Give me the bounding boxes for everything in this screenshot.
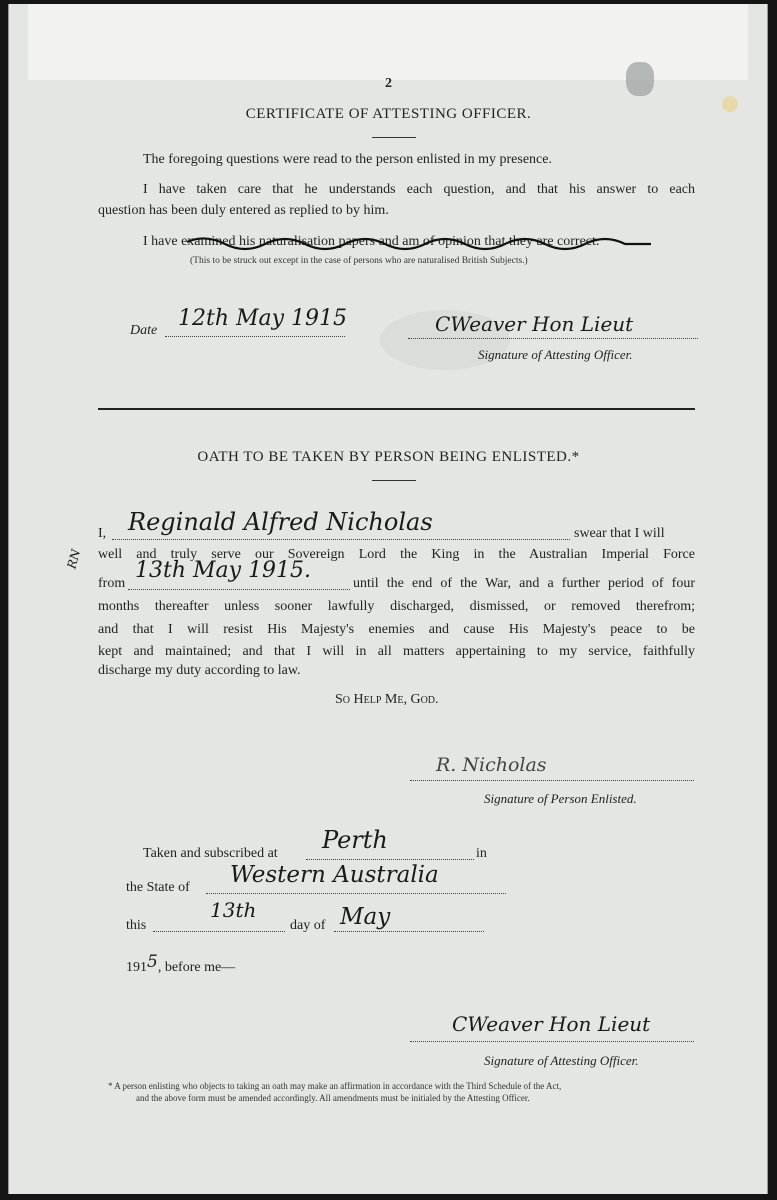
oath-swear: swear that I will xyxy=(574,526,665,541)
place-line xyxy=(306,859,474,860)
state-label: the State of xyxy=(126,880,190,895)
year-digit-handwritten: 5 xyxy=(147,952,158,972)
enlistee-name-handwritten: Reginald Alfred Nicholas xyxy=(128,508,433,536)
oath-title: OATH TO BE TAKEN BY PERSON BEING ENLISTED.* xyxy=(197,449,580,465)
state-line xyxy=(206,893,506,894)
page-number: 2 xyxy=(385,76,392,91)
officer-signature-handwritten: CWeaver Hon Lieut xyxy=(435,312,634,336)
officer-signature-line-2 xyxy=(410,1041,694,1042)
officer-signature-caption: Signature of Attesting Officer. xyxy=(478,347,633,362)
section-divider xyxy=(98,408,695,410)
oath-from-label: from xyxy=(98,576,126,591)
officer-signature-handwritten-2: CWeaver Hon Lieut xyxy=(452,1012,651,1036)
oath-line-2: well and truly serve our Sovereign Lord the King in the Australian Imperial Force xyxy=(98,547,695,562)
title-rule xyxy=(372,137,416,138)
day-of-label: day of xyxy=(290,918,326,933)
enlisted-signature-caption: Signature of Person Enlisted. xyxy=(484,791,637,806)
officer-signature-caption-2: Signature of Attesting Officer. xyxy=(484,1053,639,1068)
in-label: in xyxy=(476,846,487,861)
certificate-title: CERTIFICATE OF ATTESTING OFFICER. xyxy=(245,106,532,122)
strike-through-scribble xyxy=(185,236,655,252)
before-me-label: , before me— xyxy=(157,960,236,975)
enlisted-signature-line xyxy=(410,780,694,781)
oath-i-label: I, xyxy=(98,526,107,541)
oath-line-4: months thereafter unless sooner lawfully discharged, dismissed, or removed therefrom; xyxy=(98,599,695,614)
officer-signature-line xyxy=(408,338,698,339)
certificate-line-2b: question has been duly entered as replied to by him. xyxy=(98,203,389,218)
oath-title-rule xyxy=(372,480,416,481)
month-handwritten: May xyxy=(340,904,391,930)
place-handwritten: Perth xyxy=(322,826,388,854)
day-handwritten: 13th xyxy=(210,898,257,922)
enlisted-signature-handwritten: R. Nicholas xyxy=(436,754,547,776)
oath-from-rest: until the end of the War, and a further period of four xyxy=(353,576,695,591)
state-handwritten: Western Australia xyxy=(230,862,439,888)
naturalisation-note: (This to be struck out except in the case of persons who are naturalised British Subjects.) xyxy=(190,256,528,266)
margin-initials: RN xyxy=(64,547,84,571)
footnote-line-2: and the above form must be amended accordingly. All amendments must be initialed by the Attesting Officer. xyxy=(136,1093,530,1103)
certificate-line-1: The foregoing questions were read to the person enlisted in my presence. xyxy=(143,152,552,167)
month-line xyxy=(334,931,484,932)
day-line xyxy=(153,931,285,932)
from-date-line xyxy=(128,589,350,590)
certificate-line-3: I have examined his naturalisation papers and am of opinion that they are correct. xyxy=(143,234,600,249)
oath-line-6: kept and maintained; and that I will in all matters appertaining to my service, faithfully xyxy=(98,644,695,659)
year-row xyxy=(126,952,236,978)
name-line xyxy=(112,539,570,540)
oath-line-7: discharge my duty according to law. xyxy=(98,663,301,678)
date-handwritten: 12th May 1915 xyxy=(178,306,348,331)
date-label: Date xyxy=(130,323,158,338)
footnote-line-1: * A person enlisting who objects to taking an oath may make an affirmation in accordance with the Third Schedule of the Act, xyxy=(108,1081,562,1091)
from-date-handwritten: 13th May 1915. xyxy=(135,558,312,583)
date-line xyxy=(165,336,345,337)
oath-line-5: and that I will resist His Majesty's enemies and cause His Majesty's peace to be xyxy=(98,622,695,637)
certificate-line-2a: I have taken care that he understands each question, and that his answer to each xyxy=(143,182,695,197)
year-prefix: 191 xyxy=(126,960,147,975)
taken-subscribed-label: Taken and subscribed at xyxy=(143,846,278,861)
oath-closing: So Help Me, God. xyxy=(335,692,439,707)
this-label: this xyxy=(126,918,147,933)
